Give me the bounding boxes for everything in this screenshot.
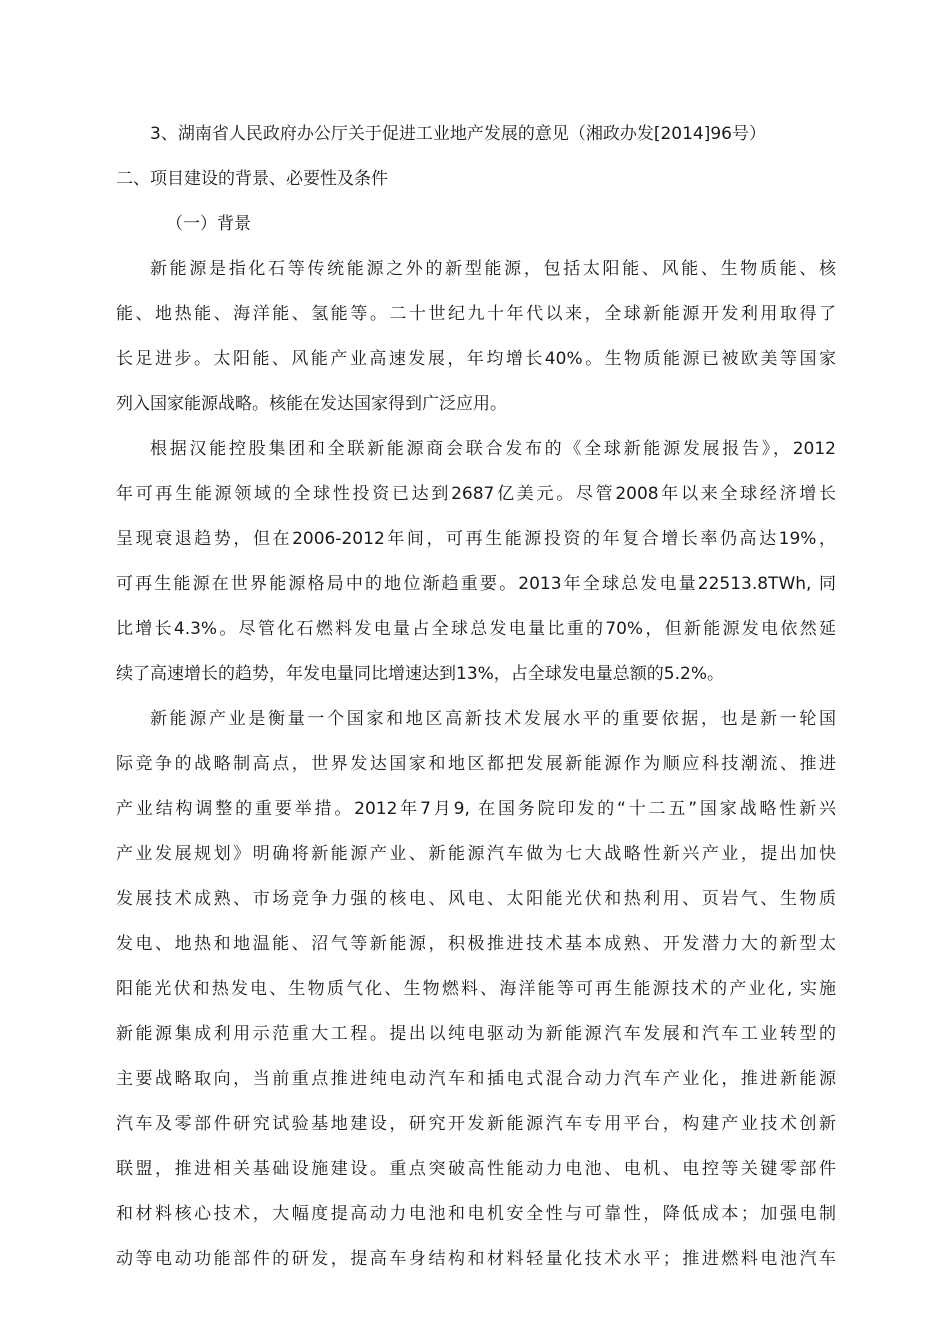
- paragraph-1-line: 列入国家能源战略。核能在发达国家得到广泛应用。: [116, 394, 507, 414]
- paragraph-2-line: 续了高速增长的趋势，年发电量同比增速达到13%，占全球发电量总额的5.2%。: [116, 664, 724, 684]
- paragraph-2-line: 比增长4.3%。尽管化石燃料发电量占全球总发电量比重的70%，但新能源发电依然延: [116, 619, 836, 639]
- paragraph-3-line: 主要战略取向，当前重点推进纯电动汽车和插电式混合动力汽车产业化，推进新能源: [116, 1069, 836, 1089]
- document-body: [116, 112, 836, 1282]
- paragraph-3-line: 汽车及零部件研究试验基地建设，研究开发新能源汽车专用平台，构建产业技术创新: [116, 1114, 836, 1134]
- paragraph-2-line: 可再生能源在世界能源格局中的地位渐趋重要。2013年全球总发电量22513.8TWh, 同: [116, 574, 836, 594]
- paragraph-3-line: 新能源产业是衡量一个国家和地区高新技术发展水平的重要依据，也是新一轮国: [150, 709, 836, 729]
- subsection-heading: （一）背景: [166, 214, 251, 234]
- paragraph-3-line: 产业结构调整的重要举措。2012年7月9, 在国务院印发的“十二五”国家战略性新兴: [116, 799, 836, 819]
- paragraph-3-line: 阳能光伏和热发电、生物质气化、生物燃料、海洋能等可再生能源技术的产业化, 实施: [116, 979, 836, 999]
- policy-reference-item: 3、湖南省人民政府办公厅关于促进工业地产发展的意见（湘政办发[2014]96号）: [150, 124, 766, 144]
- paragraph-3-line: 和材料核心技术，大幅度提高动力电池和电机安全性与可靠性，降低成本；加强电制: [116, 1204, 836, 1224]
- paragraph-3-line: 产业发展规划》明确将新能源产业、新能源汽车做为七大战略性新兴产业，提出加快: [116, 844, 836, 864]
- paragraph-3-line: 动等电动功能部件的研发，提高车身结构和材料轻量化技术水平；推进燃料电池汽车: [116, 1249, 836, 1269]
- paragraph-1-line: 新能源是指化石等传统能源之外的新型能源，包括太阳能、风能、生物质能、核: [150, 259, 836, 279]
- paragraph-1-line: 长足进步。太阳能、风能产业高速发展，年均增长40%。生物质能源已被欧美等国家: [116, 349, 836, 369]
- paragraph-2-line: 年可再生能源领域的全球性投资已达到2687亿美元。尽管2008年以来全球经济增长: [116, 484, 836, 504]
- paragraph-2-line: 呈现衰退趋势，但在2006-2012年间，可再生能源投资的年复合增长率仍高达19%，: [116, 529, 836, 549]
- paragraph-3-line: 发电、地热和地温能、沼气等新能源，积极推进技术基本成熟、开发潜力大的新型太: [116, 934, 836, 954]
- paragraph-2-line: 根据汉能控股集团和全联新能源商会联合发布的《全球新能源发展报告》，2012: [150, 439, 836, 459]
- paragraph-3-line: 新能源集成利用示范重大工程。提出以纯电驱动为新能源汽车发展和汽车工业转型的: [116, 1024, 836, 1044]
- paragraph-3-line: 联盟，推进相关基础设施建设。重点突破高性能动力电池、电机、电控等关键零部件: [116, 1159, 836, 1179]
- section-heading: 二、项目建设的背景、必要性及条件: [116, 169, 388, 189]
- paragraph-3-line: 际竞争的战略制高点，世界发达国家和地区都把发展新能源作为顺应科技潮流、推进: [116, 754, 836, 774]
- paragraph-1-line: 能、地热能、海洋能、氢能等。二十世纪九十年代以来，全球新能源开发利用取得了: [116, 304, 836, 324]
- paragraph-3-line: 发展技术成熟、市场竞争力强的核电、风电、太阳能光伏和热利用、页岩气、生物质: [116, 889, 836, 909]
